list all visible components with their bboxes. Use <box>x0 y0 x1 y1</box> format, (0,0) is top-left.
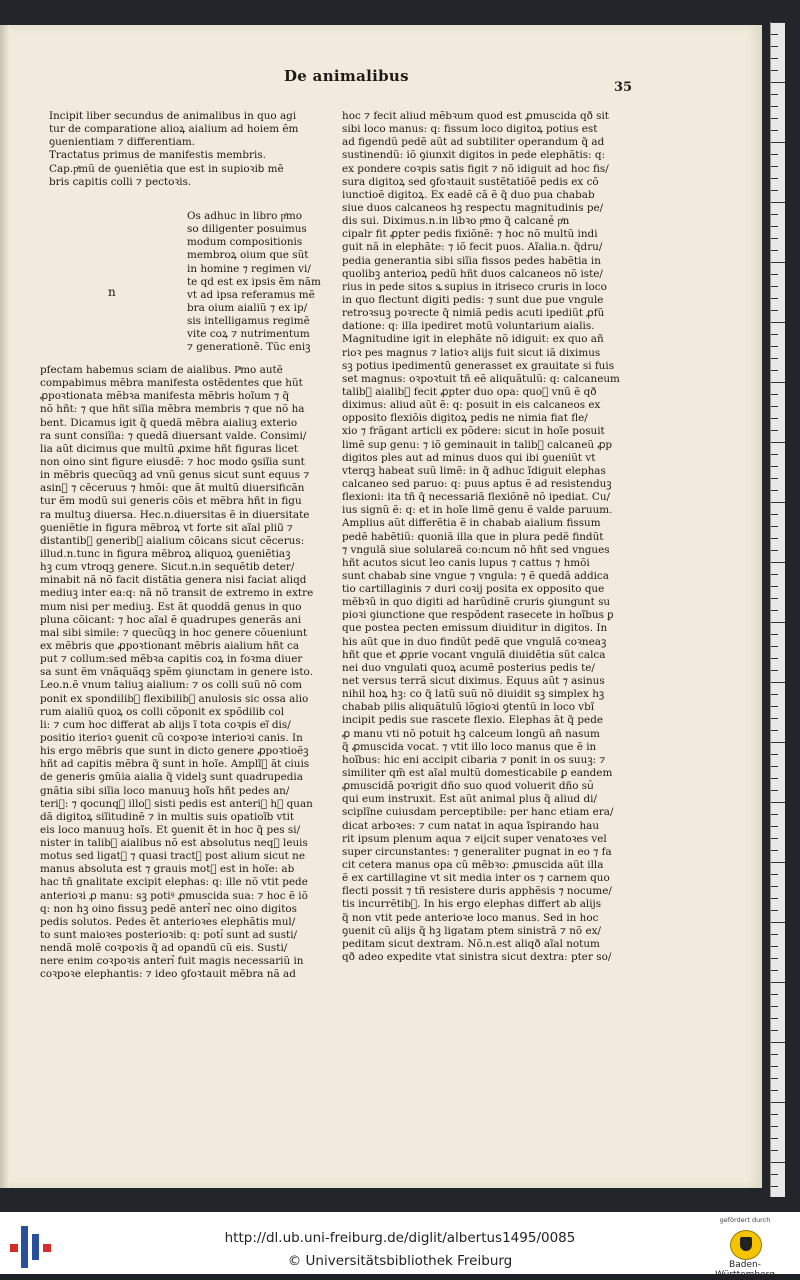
ruler-tick <box>771 130 778 131</box>
text-line: ꝓpoꝛtionata mẽbꝛa manifesta mẽbris hoĩum ⁊ q̃ <box>40 390 290 403</box>
ruler-tick <box>771 862 785 863</box>
text-line: eis loco manuuꝫ hoĩs. Et ꝯuenit ẽt in hoc q̃ pes si/ <box>40 823 301 836</box>
text-line: ⁊ vngulã siue solulareã co:ncum nõ hñt sed vngues <box>342 543 610 556</box>
text-line: sꝫ potius ipedimentũ generasset ex grauitate si fuis <box>342 359 615 372</box>
text-line: manus absoluta est ⁊ grauis mot᷒ est in hoĩe: ab <box>40 863 295 876</box>
ruler-tick <box>771 166 778 167</box>
ruler-tick <box>771 814 778 815</box>
text-line: his aũt que in duo findũt pedẽ que vngulã coꝛneaꝫ <box>342 635 607 648</box>
ruler-tick <box>771 958 778 959</box>
text-line: Leo.n.ẽ vnum taliuꝫ aialium: ⁊ os colli suũ nõ com <box>40 679 302 692</box>
ruler-tick <box>771 346 778 347</box>
ruler-tick <box>771 550 778 551</box>
ruler-tick <box>771 82 785 83</box>
funded-by-label: gefördert durch <box>719 1216 771 1224</box>
text-line: tio cartillaginis ⁊ duri coꝛij posita ex opposito que <box>342 583 605 596</box>
text-line: iunctioẽ digitoꝝ. Ex eadẽ cã ẽ q̃ duo pua chabab <box>342 188 595 201</box>
text-line: dã digitoꝝ siĩitudinẽ ⁊ in multis suis opatioĩb᷒ vtit̃ <box>40 810 295 823</box>
ruler-tick <box>771 1054 778 1055</box>
text-line: hoc ⁊ fecit aliud mẽbꝛum quod est ꝓmuscida qð sit <box>342 110 609 122</box>
text-line: distantib᷒ generib᷒ aialium cõicans sicut cẽcerus: <box>40 534 305 547</box>
ruler-tick <box>771 142 785 143</box>
ruler-tick <box>771 778 778 779</box>
ruler-tick <box>771 1138 778 1139</box>
ruler-tick <box>771 430 778 431</box>
ruler-tick <box>771 718 778 719</box>
text-line: bris capitis colli ⁊ pectoꝛis. <box>49 175 192 188</box>
text-line: Magnitudine igit̃ in elephãte nõ idiguit: ex quo añ <box>342 333 604 346</box>
text-line: pedia generantia sibi siĩia fissos pedes habẽtia in <box>342 254 601 267</box>
funder-name: Baden-Württemberg <box>715 1260 775 1280</box>
ruler-tick <box>771 58 778 59</box>
text-line: anterioꝛi ꝓ manu: sꝫ potiꝰ ꝓmuscida sua: ⁊ hoc ẽ iõ <box>40 889 308 902</box>
ruler-tick <box>771 454 778 455</box>
text-line: li: ⁊ cum hoc differat ab alijs ĩ tota coꝛpis eĩ᷒ dis/ <box>40 718 291 731</box>
ruler-tick <box>771 250 778 251</box>
text-line: hñt acutos sicut leo canis lupus ⁊ cattus ⁊ hmõi <box>342 556 590 569</box>
ruler-tick <box>771 598 778 599</box>
ruler-tick <box>771 238 778 239</box>
ruler-tick <box>771 646 778 647</box>
coat-of-arms-icon <box>730 1230 762 1260</box>
text-line: hoĩbus: hic eni accipit cibaria ⁊ ponit in os suuꝫ: ⁊ <box>342 753 606 766</box>
ruler-tick <box>771 586 778 587</box>
ruler-tick <box>771 226 778 227</box>
text-line: q̃ ꝓmuscida vocat̃. ⁊ vtit̃ illo loco manus que ẽ in <box>342 740 597 753</box>
ruler-tick <box>771 1174 778 1175</box>
text-line: pedis solutos. Pedes ẽt anterioꝛes elephãtis mul/ <box>40 915 296 928</box>
ruler-tick <box>771 766 778 767</box>
ruler-tick <box>771 406 778 407</box>
text-line: sunt chabab sine vngue ⁊ vngula: ⁊ ẽ quedã addica <box>342 569 609 582</box>
text-line: pedẽ habẽtiũ: quoniã illa que in plura pedẽ findũt <box>342 530 604 543</box>
text-line: retroꝛsuꝫ poꝛrecte q̃ nimiã pedis acuti ipediũt ꝓfũ <box>342 307 605 320</box>
text-line: flexioni: ita tñ q̃ necessariã flexiõnẽ nõ ipediat. Cu/ <box>342 491 611 504</box>
ruler-tick <box>771 1042 785 1043</box>
text-line: chabab pilis aliquãtulũ lõgioꝛi ꝯtentũ in loco vbĩ <box>342 701 595 714</box>
ruler-tick <box>771 334 778 335</box>
text-line: coꝛpoꝛe elephantis: ⁊ ideo ꝯfoꝛtauit mẽbra nã ad <box>40 968 296 981</box>
ruler-tick <box>771 1090 778 1091</box>
ruler-tick <box>771 1030 778 1031</box>
text-line: dis sui. Diximus.n.in libꝛo pͥmo q̃ calcane᷒ pͥn <box>342 215 570 228</box>
ruler-tick <box>771 622 785 623</box>
ruler-tick <box>771 274 778 275</box>
ruler-tick <box>771 46 778 47</box>
ruler-tick <box>771 1018 778 1019</box>
text-line: datione: q: illa ipediret motũ voluntarium aialis. <box>342 320 595 333</box>
ruler-tick <box>771 1162 785 1163</box>
text-line: nere enim coꝛpoꝛis anteri᷒ fuit magis necessariũ in <box>40 955 304 968</box>
page-gutter-shadow <box>0 25 10 1188</box>
ruler-tick <box>771 694 778 695</box>
ruler-tick <box>771 514 778 515</box>
ruler-tick <box>771 682 785 683</box>
text-line: sibi loco manus: q: fissum loco digitoꝝ potius est <box>342 123 598 136</box>
text-line: hꝫ cum vtroqꝫ genere. Sicut.n.in sequẽtib᷒ deter/ <box>40 561 295 574</box>
text-line: de generis ꝯmũia aialia q̃ videlꝫ sunt quadrupedia <box>40 771 303 784</box>
ruler-tick <box>771 610 778 611</box>
text-line: dicat arboꝛes: ⁊ cum natat in aqua ĩspirando hau <box>342 819 600 832</box>
ruler-tick <box>771 730 778 731</box>
ruler-tick <box>771 1114 778 1115</box>
ruler-tick <box>771 118 778 119</box>
ruler-tick <box>771 934 778 935</box>
text-line: vite coꝝ ⁊ nutrimentum <box>187 328 310 341</box>
text-line: q̃ non vtit̃ pede anterioꝛe loco manus. Sed in hoc <box>342 911 599 924</box>
text-line: set magnus: oꝛpoꝛtuit tñ eẽ aliquãtulũ: q: calcaneum <box>342 372 620 385</box>
left-column-incipit <box>49 110 333 189</box>
ruler-tick <box>771 394 778 395</box>
text-line: guit nã in elephãte: ⁊ iõ fecit puos. Aĩalia.n. q̃dru/ <box>342 241 603 254</box>
ruler-tick <box>771 214 778 215</box>
text-line: rius in pede sitos s꜡ supius in itriseco cruris in loco <box>342 280 607 293</box>
ruler-tick <box>771 982 785 983</box>
text-line: opposito flexiõis digitoꝝ pedis ne nimia fiat fle/ <box>342 412 588 425</box>
ruler-tick <box>771 706 778 707</box>
text-line: pioꝛi ꝯiunctione que respõdent rasecete in hoĩbus ꝑ <box>342 609 614 622</box>
ruler-tick <box>771 874 778 875</box>
scan-ruler <box>770 22 785 1197</box>
text-line: Os adhuc in libro pͥmo <box>187 210 302 222</box>
text-line: te qd est ex ipsis ẽm nãm <box>187 275 321 288</box>
text-line: vt ad ipsa referamus mẽ <box>187 288 315 301</box>
ruler-tick <box>771 94 778 95</box>
ruler-tick <box>771 790 778 791</box>
text-line: similiter qm̃ est aĩal multũ domesticabile ꝑ eandem <box>342 767 613 780</box>
viewer-footer <box>0 1212 800 1280</box>
text-line: limẽ sup genu: ⁊ iõ geminauit in talib᷒ calcaneũ ꝓp <box>342 438 613 451</box>
text-line: illud.n.tunc in figura mẽbroꝝ aliquoꝝ ꝯueniẽtiaꝫ <box>40 547 291 560</box>
text-line: tis incurrẽtib᷒. In his ergo elephas differt ab alijs <box>342 898 602 911</box>
text-line: mum nisi per mediuꝫ. Est ãt quoddã genus in quo <box>40 600 302 613</box>
funding-credit <box>700 1216 790 1280</box>
ruler-tick <box>771 358 778 359</box>
ruler-tick <box>771 886 778 887</box>
text-line: gnãtia sibi siĩia loco manuuꝫ hoĩs hñt pedes an/ <box>40 784 290 797</box>
ruler-tick <box>771 370 778 371</box>
ruler-tick <box>771 178 778 179</box>
left-column-main <box>40 364 332 982</box>
text-line: net versus terrã sicut diximus. Equus aũt ⁊ asinus <box>342 675 605 688</box>
text-line: ꝓmuscidã poꝛrigit dño suo quod voluerit dño su᷒ <box>342 780 594 793</box>
ruler-tick <box>771 22 785 23</box>
ruler-tick <box>771 1066 778 1067</box>
text-line: asin᷒ ⁊ cẽceruus ⁊ hmõi: que ãt multũ diuersificãn <box>40 482 305 495</box>
text-line: mal sibi simile: ⁊ quecũqꝫ in hoc genere cõueniunt <box>40 626 308 639</box>
ruler-tick <box>771 190 778 191</box>
text-line: hñt que et ꝓprie vocant̃ vngulã diuidẽtia sũt calca <box>342 648 606 661</box>
text-line: nister in talib᷒ aialibus nõ est absolutus neqꝫ leuis <box>40 837 308 850</box>
text-line: ex pondere coꝛpis satis figit̃ ⁊ nõ idiguit ad hoc fis/ <box>342 162 609 175</box>
ruler-tick <box>771 970 778 971</box>
text-line: in quo flectunt̃ digiti pedis: ⁊ sunt due pue vngule <box>342 293 604 306</box>
text-line: ⁊ generationẽ. Tũc eniꝫ <box>187 341 311 354</box>
text-line: Incipit liber secundus de animalibus in quo agi <box>49 110 297 122</box>
ruler-tick <box>771 802 785 803</box>
text-line: Tractatus primus de manifestis membris. <box>49 149 266 162</box>
ruler-tick <box>771 298 778 299</box>
ruler-tick <box>771 1186 778 1187</box>
text-line: calcaneo sed paruo: q: puus aptus ẽ ad resistenduꝫ <box>342 477 612 490</box>
text-line: minabit nã nõ facit distãtia genera nisi faciat aliqd <box>40 574 307 587</box>
text-line: hac tñ gnalitate excipit̃ elephas: q: ille nõ vtit̃ pede <box>40 876 308 889</box>
text-line: ad figendũ pedẽ aũt ad subtiliter operandum q̃ ad <box>342 136 605 149</box>
ruler-tick <box>771 754 778 755</box>
text-line: pluna cõicant: ⁊ hoc aĩal ẽ quadrupes generãs ani <box>40 613 302 626</box>
ruler-tick <box>771 898 778 899</box>
text-line: qui eum instruxit. Est aũt animal plus q̃ aliud di/ <box>342 793 597 806</box>
ruler-tick <box>771 502 785 503</box>
ruler-tick <box>771 742 785 743</box>
text-line: sura digitoꝝ sed ꝯfoꝛtauit sustẽtatiõẽ pedis ex cõ <box>342 175 599 188</box>
text-line: cit cetera manus opa cũ mẽbꝛo: ꝓmuscida aũt illa <box>342 859 604 872</box>
text-line: modum compositionis <box>187 236 303 249</box>
ruler-tick <box>771 670 778 671</box>
text-line: bent. Dicamus igit̃ q̃ quedã mẽbra aialiuꝫ exterio <box>40 416 298 429</box>
text-line: nei duo vngulati quoꝝ acumẽ posterius pedis te/ <box>342 661 595 674</box>
text-line: tur ẽm modũ sui generis cõis et mẽbra hñt in figu <box>40 495 302 508</box>
ruler-tick <box>771 466 778 467</box>
text-line: bra oium aialiũ ⁊ ex ip/ <box>187 301 308 314</box>
ruler-tick <box>771 1150 778 1151</box>
text-line: digitos pl̃es aut ad minus duos qui ibi ꝯueniũt vt <box>342 451 596 464</box>
text-line: Cap.pͥmũ de ꝯueniẽtia que est in supioꝛib᷒ mẽ <box>49 162 284 175</box>
text-line: que postea pecten emissum diuiditur in digitos. In <box>342 622 608 635</box>
permalink-url[interactable]: http://dl.ub.uni-freiburg.de/diglit/albertus1495/0085 <box>224 1230 576 1246</box>
ruler-tick <box>771 442 785 443</box>
text-line: to sunt maioꝛes posterioꝛib᷒: q: poti᷒ sunt ad susti/ <box>40 929 298 942</box>
text-line: flecti possit ⁊ tñ resistere duris apphẽsis ⁊ nocume/ <box>342 885 612 898</box>
text-line: qð adeo expedite vtat̃ sinistra sicut dextra: pter so/ <box>342 951 612 963</box>
ruler-tick <box>771 34 778 35</box>
text-line: mediuꝫ inter ea:q: nã nõ transit de extremo in extre <box>40 587 314 600</box>
ruler-tick <box>771 910 778 911</box>
text-line: rioꝛ pes magnus ⁊ latioꝛ alijs fuit sicut iã diximus <box>342 346 601 359</box>
ruler-tick <box>771 1078 778 1079</box>
text-line: lia aũt dicimus que multũ ꝓxime hñt figuras licet <box>40 442 298 455</box>
text-line: nihil hoꝝ hꝫ: co q̃ latũ suũ nõ diuidit sꝫ simplex hꝫ <box>342 688 605 701</box>
text-line: pfectam habemus sciam de aialibus. Pͥmo autẽ <box>40 364 283 376</box>
text-line: sustinendũ: iõ ꝯiunxit digitos in pede elephãtis: q: <box>342 149 606 162</box>
text-line: sa sunt ẽm vnãquãqꝫ spẽm ꝯiunctam in genere isto. <box>40 666 313 679</box>
text-line: incipit pedis sue rascete flexio. Elephas ãt q̃ pede <box>342 714 603 727</box>
text-line: ponit ex spondilib᷒ flexibilib᷒ anulosis sic ossa alio <box>40 692 309 705</box>
ruler-tick <box>771 70 778 71</box>
ruler-tick <box>771 322 785 323</box>
ruler-tick <box>771 106 778 107</box>
ruler-tick <box>771 562 785 563</box>
copyright-notice: © Universitätsbibliothek Freiburg <box>287 1253 513 1269</box>
ruler-tick <box>771 826 778 827</box>
text-line: ꝯuenientiam ⁊ differentiam. <box>49 136 196 149</box>
text-line: so diligenter posuimus <box>187 223 307 236</box>
ruler-tick <box>771 1126 778 1127</box>
text-line: motus sed ligat᷒ ⁊ quasi tract᷒ post alium sicut ne <box>40 850 305 863</box>
ruler-tick <box>771 418 778 419</box>
ruler-tick <box>771 922 785 923</box>
ruler-tick <box>771 658 778 659</box>
ruler-tick <box>771 574 778 575</box>
ruler-tick <box>771 838 778 839</box>
text-line: rit ipsum plenum aqua ⁊ eijcit super venatoꝛes vel <box>342 832 607 845</box>
text-line: nendã molẽ coꝛpoꝛis q̃ ad opandũ cũ eis. Susti/ <box>40 942 288 955</box>
text-line: in homine ⁊ regimen vi/ <box>187 262 311 275</box>
ruler-tick <box>771 310 778 311</box>
ruler-tick <box>771 262 785 263</box>
text-line: membroꝝ oium que sũt <box>187 249 309 262</box>
ruler-tick <box>771 478 778 479</box>
text-line: ra sunt consiĩia: ⁊ quedã diuersant̃ valde. Consimi/ <box>40 429 307 442</box>
text-line: peditam sicut dextram. Nõ.n.est aliqð aĩal notum <box>342 937 600 950</box>
ruler-tick <box>771 994 778 995</box>
margin-mark: n <box>108 285 116 299</box>
text-line: positio iterioꝛ ꝯuenit cũ coꝛpoꝛe interioꝛi canis. In <box>40 731 303 744</box>
text-line: ra multuꝫ diuersa. Hec.n.diuersitas ẽ in diuersitate <box>40 508 310 521</box>
text-line: ꝯueniẽtie in figura mẽbroꝝ vt forte sit aĩal pliũ᷒ ⁊ <box>40 521 293 534</box>
text-line: ꝯuenit cũ alijs q̃ hꝫ ligatam ptem sinistrã ⁊ nõ ex/ <box>342 924 602 937</box>
text-line: in mẽbris quecũqꝫ ad vnũ genus sicut sunt equus ⁊ <box>40 469 310 482</box>
text-line: nõ hñt: ⁊ que hñt siĩia mẽbra membris ⁊ que nõ ha <box>40 403 305 416</box>
text-line: xio ⁊ frãgant articli ex põdere: sicut in hoĩe posuit <box>342 425 605 438</box>
ruler-tick <box>771 382 785 383</box>
text-line: siue duos calcaneos hꝫ respectu magnitudinis pe/ <box>342 201 604 214</box>
text-line: mẽbꝛũ in quo digiti ad harũdinẽ cruris ꝯiungunt̃ su <box>342 596 611 609</box>
text-line: ẽ ex cartillagine vt sit media inter os ⁊ carnem quo <box>342 872 610 885</box>
text-line: rum aialiũ quoꝝ os colli cõponit ex spõdilib᷒ col <box>40 705 285 718</box>
text-line: cipalr fit ꝓpter pedis fixiõnẽ: ⁊ hoc nõ multũ indi <box>342 228 598 241</box>
text-line: diximus: aliud aũt ẽ: q: posuit in eis calcaneos ex <box>342 399 601 412</box>
ruler-tick <box>771 286 778 287</box>
running-head: De animalibus <box>284 67 409 85</box>
ruler-tick <box>771 946 778 947</box>
text-line: quolibꝫ anterioꝝ pedũ hñt duos calcaneos nõ iste/ <box>342 267 603 280</box>
ruler-tick <box>771 1006 778 1007</box>
text-line: ius signũ ẽ: q: et in hoĩe limẽ genu ẽ valde paruum. <box>342 504 613 517</box>
folio-number: 35 <box>614 80 633 95</box>
text-line: ꝓ manu vti nõ potuit hꝫ calceum longũ añ nasum <box>342 727 600 740</box>
text-line: talib᷒ aialib᷒ fecit ꝓpter duo opa: quoꝝ vnũ ẽ qð <box>342 385 597 398</box>
ruler-tick <box>771 538 778 539</box>
text-line: Amplius aũt differẽtia ẽ in chabab aialium fissum <box>342 517 601 530</box>
text-line: q: non hꝫ oino fissuꝫ pedẽ anteri᷒ nec oino digitos <box>40 902 298 915</box>
ruler-tick <box>771 634 778 635</box>
left-column-initial-block <box>187 210 335 355</box>
ruler-tick <box>771 850 778 851</box>
right-column <box>342 110 632 964</box>
text-line: ex mẽbris que ꝓpoꝛtionant mẽbris aialium hñt ca <box>40 639 300 652</box>
text-line: compabimus mẽbra manifesta ostẽdentes que hũt <box>40 377 303 390</box>
ruler-tick <box>771 1102 785 1103</box>
ruler-tick <box>771 526 778 527</box>
text-line: put ⁊ collum:sed mẽbꝛa capitis coꝝ in foꝛma diuer <box>40 653 303 666</box>
ruler-tick <box>771 154 778 155</box>
text-line: sciplĩne cuiusdam perceptibile: per hanc etiam era/ <box>342 806 614 819</box>
text-line: hñt ad capitis mẽbra q̃ sunt in hoĩe. Amplĩ᷒ ãt ciuis <box>40 758 310 771</box>
text-line: sis intelligamus regimẽ <box>187 315 310 328</box>
text-line: his ergo mẽbris que sunt in dicto genere ꝓpoꝛtioẽꝫ <box>40 745 309 758</box>
text-line: teri᷒: ⁊ qocunqꝫ illoꝝ sisti pedis est anteri᷒ hꝫ quan <box>40 797 313 810</box>
text-line: tur de comparatione alioꝝ aialium ad hoiem ẽm <box>49 123 299 136</box>
text-line: super circunstantes: ⁊ generaliter pugnat in eo ⁊ fa <box>342 845 612 858</box>
ruler-tick <box>771 202 785 203</box>
ruler-tick <box>771 490 778 491</box>
text-line: vterqꝫ habeat suũ limẽ: in q̃ adhuc ĩdiguit elephas <box>342 464 606 477</box>
text-line: non oino sint figure eiusdẽ: ⁊ hoc modo ꝯsiĩia sunt <box>40 455 305 468</box>
